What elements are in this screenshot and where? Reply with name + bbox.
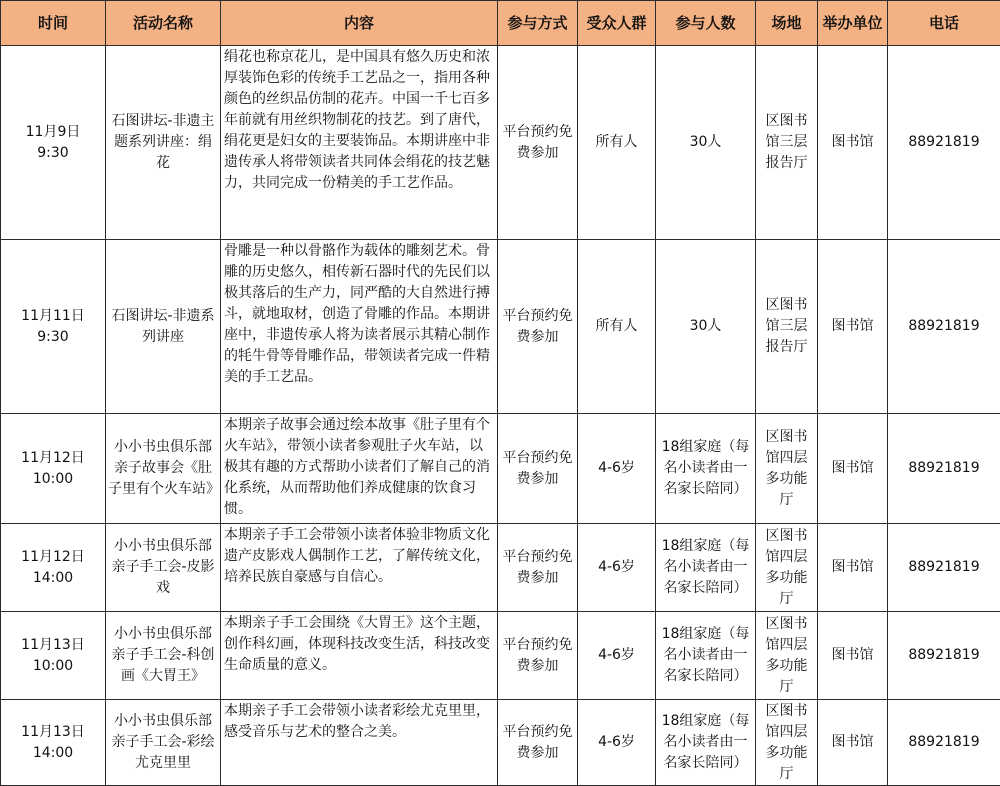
cell-organizer: 图书馆 [818, 612, 888, 700]
cell-phone: 88921819 [888, 240, 1000, 414]
cell-phone: 88921819 [888, 612, 1000, 700]
header-time: 时间 [1, 1, 106, 46]
cell-organizer: 图书馆 [818, 700, 888, 786]
cell-time [1, 240, 106, 414]
time-hour: 9:30 [37, 145, 68, 161]
cell-phone: 88921819 [888, 46, 1000, 240]
header-content: 内容 [221, 1, 498, 46]
cell-venue: 区图书馆四层多功能厅 [756, 612, 818, 700]
cell-activity-name: 石图讲坛-非遗系列讲座 [106, 240, 221, 414]
time-date: 11月12日 [21, 450, 85, 466]
time-date: 11月12日 [21, 549, 85, 565]
cell-venue: 区图书馆四层多功能厅 [756, 524, 818, 612]
cell-content: 绢花也称京花儿，是中国具有悠久历史和浓厚装饰色彩的传统手工艺品之一，指用各种颜色的丝织品仿制的花卉。中国一千七百多年前就有用丝织物制花的技艺。到了唐代，绢花更是妇女的主要装饰品。本期讲座中非遗传承人将带领读者共同体会绢花的技艺魅力，共同完成一份精美的手工艺作品。 [221, 46, 498, 240]
cell-participation-mode: 平台预约免费参加 [498, 700, 578, 786]
cell-organizer: 图书馆 [818, 46, 888, 240]
cell-participant-count: 18组家庭（每名小读者由一名家长陪同） [656, 524, 756, 612]
time-date: 11月11日 [21, 308, 85, 324]
cell-organizer: 图书馆 [818, 240, 888, 414]
table-row [1, 524, 1000, 612]
cell-content: 骨雕是一种以骨骼作为载体的雕刻艺术。骨雕的历史悠久，相传新石器时代的先民们以极其落后的生产力，同严酷的大自然进行搏斗，就地取材，创造了骨雕的作品。本期讲座中，非遗传承人将为读者展示其精心制作的牦牛骨等骨雕作品，带领读者完成一件精美的手工艺品。 [221, 240, 498, 414]
cell-content: 本期亲子手工会围绕《大胃王》这个主题，创作科幻画，体现科技改变生活，科技改变生命质量的意义。 [221, 612, 498, 700]
cell-participant-count: 18组家庭（每名小读者由一名家长陪同） [656, 414, 756, 524]
cell-time [1, 700, 106, 786]
time-hour: 10:00 [33, 658, 73, 674]
cell-participant-count: 30人 [656, 240, 756, 414]
cell-participant-count: 18组家庭（每名小读者由一名家长陪同） [656, 700, 756, 786]
cell-audience: 4-6岁 [578, 700, 656, 786]
header-activity-name: 活动名称 [106, 1, 221, 46]
cell-venue: 区图书馆四层多功能厅 [756, 700, 818, 786]
header-participation-mode: 参与方式 [498, 1, 578, 46]
time-hour: 14:00 [33, 745, 73, 761]
cell-content: 本期亲子手工会带领小读者体验非物质文化遗产皮影戏人偶制作工艺，了解传统文化，培养民族自豪感与自信心。 [221, 524, 498, 612]
cell-participation-mode: 平台预约免费参加 [498, 612, 578, 700]
cell-participant-count: 30人 [656, 46, 756, 240]
header-phone: 电话 [888, 1, 1000, 46]
time-hour: 10:00 [33, 471, 73, 487]
cell-organizer: 图书馆 [818, 524, 888, 612]
time-date: 11月13日 [21, 724, 85, 740]
header-row [1, 1, 1000, 46]
cell-audience: 4-6岁 [578, 414, 656, 524]
cell-activity-name: 小小书虫俱乐部亲子手工会-彩绘尤克里里 [106, 700, 221, 786]
cell-participation-mode: 平台预约免费参加 [498, 240, 578, 414]
cell-phone: 88921819 [888, 524, 1000, 612]
time-date: 11月13日 [21, 637, 85, 653]
cell-time [1, 46, 106, 240]
cell-participant-count: 18组家庭（每名小读者由一名家长陪同） [656, 612, 756, 700]
table-row [1, 700, 1000, 786]
cell-phone: 88921819 [888, 414, 1000, 524]
cell-time [1, 612, 106, 700]
cell-audience: 所有人 [578, 240, 656, 414]
header-venue: 场地 [756, 1, 818, 46]
cell-time [1, 414, 106, 524]
cell-participation-mode: 平台预约免费参加 [498, 524, 578, 612]
cell-audience: 所有人 [578, 46, 656, 240]
cell-activity-name: 石图讲坛-非遗主题系列讲座：绢花 [106, 46, 221, 240]
cell-activity-name: 小小书虫俱乐部亲子手工会-皮影戏 [106, 524, 221, 612]
cell-audience: 4-6岁 [578, 524, 656, 612]
cell-participation-mode: 平台预约免费参加 [498, 46, 578, 240]
table-row [1, 46, 1000, 240]
cell-time [1, 524, 106, 612]
cell-content: 本期亲子手工会带领小读者彩绘尤克里里，感受音乐与艺术的整合之美。 [221, 700, 498, 786]
cell-phone: 88921819 [888, 700, 1000, 786]
cell-activity-name: 小小书虫俱乐部亲子手工会-科创画《大胃王》 [106, 612, 221, 700]
table-row [1, 414, 1000, 524]
header-organizer: 举办单位 [818, 1, 888, 46]
table-row [1, 612, 1000, 700]
cell-participation-mode: 平台预约免费参加 [498, 414, 578, 524]
time-date: 11月9日 [26, 124, 81, 140]
cell-content: 本期亲子故事会通过绘本故事《肚子里有个火车站》，带领小读者参观肚子火车站，以极其有趣的方式帮助小读者们了解自己的消化系统，从而帮助他们养成健康的饮食习惯。 [221, 414, 498, 524]
cell-venue: 区图书馆四层多功能厅 [756, 414, 818, 524]
time-hour: 14:00 [33, 570, 73, 586]
table-row [1, 240, 1000, 414]
cell-audience: 4-6岁 [578, 612, 656, 700]
cell-venue: 区图书馆三层报告厅 [756, 240, 818, 414]
cell-venue: 区图书馆三层报告厅 [756, 46, 818, 240]
time-hour: 9:30 [37, 329, 68, 345]
header-audience: 受众人群 [578, 1, 656, 46]
cell-organizer: 图书馆 [818, 414, 888, 524]
header-participant-count: 参与人数 [656, 1, 756, 46]
cell-activity-name: 小小书虫俱乐部亲子故事会《肚子里有个火车站》 [106, 414, 221, 524]
